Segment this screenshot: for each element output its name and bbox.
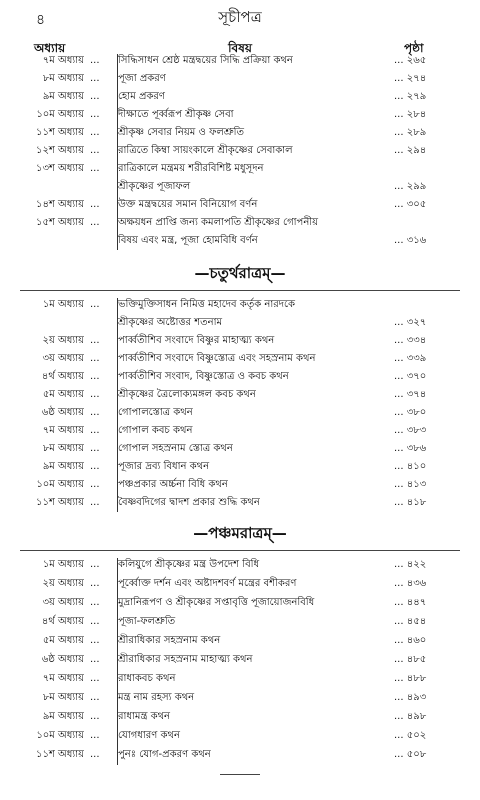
dot-leader: ... xyxy=(90,55,100,66)
page-number-cell: ... ৩৭৪ xyxy=(394,389,427,400)
toc-row xyxy=(0,142,480,160)
chapter-label: ৬ষ্ঠ অধ্যায় xyxy=(41,654,84,665)
chapter-title: রাধাকবচ কথন xyxy=(118,673,176,684)
dot-leader: ... xyxy=(90,711,100,722)
page-number-cell: ... ৪১৩ xyxy=(394,479,427,490)
page-number-cell: ... ৪১৮ xyxy=(394,497,427,508)
chapter-title: গোপালস্তোত্র কথন xyxy=(118,407,193,418)
chapter-title: পূজার দ্রব্য বিধান কথন xyxy=(118,461,210,472)
chapter-label: ১৩শ অধ্যায় xyxy=(35,163,84,174)
chapter-title: বৈষ্ণবদিগের দ্বাদশ প্রকার শুদ্ধি কথন xyxy=(118,497,260,508)
toc-row xyxy=(0,124,480,142)
page-number-cell: ... ৩২৭ xyxy=(394,317,427,328)
toc-row xyxy=(0,651,480,669)
dot-leader: ... xyxy=(90,443,100,454)
chapter-label: ১১শ অধ্যায় xyxy=(35,127,84,138)
chapter-label: ১৪শ অধ্যায় xyxy=(35,199,84,210)
page-number-cell: ... ৫০২ xyxy=(394,730,427,741)
toc-row xyxy=(0,746,480,764)
dot-leader: ... xyxy=(90,749,100,760)
page-number-cell: ... ৪৬০ xyxy=(394,635,427,646)
chapter-label: ৯ম অধ্যায় xyxy=(42,711,84,722)
chapter-label: ৬ষ্ঠ অধ্যায় xyxy=(41,407,84,418)
page-number-cell: ... ৩৩৪ xyxy=(394,335,427,346)
page-number-cell: ... ৩০৫ xyxy=(394,199,427,210)
chapter-label: ৩য় অধ্যায় xyxy=(42,353,84,364)
chapter-label: ১ম অধ্যায় xyxy=(42,559,84,570)
toc-row xyxy=(0,160,480,178)
dot-leader: ... xyxy=(90,73,100,84)
chapter-label: ৩য় অধ্যায় xyxy=(42,597,84,608)
chapter-title: শ্রীকৃষ্ণের পূজাফল xyxy=(118,181,191,192)
dot-leader: ... xyxy=(90,578,100,589)
chapter-title: পার্ব্বতীশিব সংবাদ, বিষ্ণুস্তোত্র ও কবচ কথন xyxy=(118,371,289,382)
toc-row xyxy=(0,88,480,106)
dot-leader: ... xyxy=(90,559,100,570)
chapter-label: ১১শ অধ্যায় xyxy=(35,749,84,760)
dot-leader: ... xyxy=(90,335,100,346)
dot-leader: ... xyxy=(90,389,100,400)
page-number-cell: ... ২৮৯ xyxy=(394,127,427,138)
page-number-cell: ... ৪২২ xyxy=(394,559,427,570)
chapter-title: পার্ব্বতীশিব সংবাদে বিষ্ণুর মাহাত্ম্য কথন xyxy=(118,335,275,346)
page-number-cell: ... ৫০৮ xyxy=(394,749,427,760)
toc-row xyxy=(0,422,480,440)
chapter-title: ভক্তিমুক্তিসাধন নিমিত্ত মহাদেব কর্তৃক নারদকে xyxy=(118,299,296,310)
column-header-chapter: অধ্যায় xyxy=(34,41,66,55)
chapter-label: ১২শ অধ্যায় xyxy=(35,145,84,156)
chapter-title: বিষয় এবং মন্ত্র, পূজা হোমবিধি বর্ণন xyxy=(118,235,258,246)
toc-row xyxy=(0,708,480,726)
page-number-cell: ... ৪৩৬ xyxy=(394,578,427,589)
chapter-label: ১০ম অধ্যায় xyxy=(36,109,84,120)
page-number-cell: ... ৪৮৫ xyxy=(394,654,427,665)
dot-leader: ... xyxy=(90,91,100,102)
chapter-title: পূজা প্রকরণ xyxy=(118,73,166,84)
page-number-cell: ... ৪৯৩ xyxy=(394,692,427,703)
dot-leader: ... xyxy=(90,654,100,665)
toc-row xyxy=(0,332,480,350)
dot-leader: ... xyxy=(90,635,100,646)
dot-leader: ... xyxy=(90,425,100,436)
chapter-label: ৯ম অধ্যায় xyxy=(42,91,84,102)
dot-leader: ... xyxy=(90,371,100,382)
section-3-title: —পঞ্চমরাত্রম্— xyxy=(193,524,287,542)
dot-leader: ... xyxy=(90,692,100,703)
chapter-title: পঞ্চপ্রকার অর্চ্চনা বিধি কথন xyxy=(118,479,228,490)
toc-row xyxy=(0,314,480,332)
chapter-label: ১০ম অধ্যায় xyxy=(36,479,84,490)
chapter-title: পূজা-ফলশ্রুতি xyxy=(118,616,176,627)
page-number-cell: ... ৪৫৪ xyxy=(394,616,427,627)
toc-row xyxy=(0,178,480,196)
dot-leader: ... xyxy=(90,730,100,741)
toc-row xyxy=(0,350,480,368)
dot-leader: ... xyxy=(90,497,100,508)
page-number-cell: ... ২৭৯ xyxy=(394,91,427,102)
chapter-title: শ্রীকৃষ্ণ সেবার নিয়ম ও ফলশ্রুতি xyxy=(118,127,245,138)
title-column-divider xyxy=(117,558,118,765)
chapter-label: ৭ম অধ্যায় xyxy=(42,425,84,436)
dot-leader: ... xyxy=(90,199,100,210)
toc-row xyxy=(0,594,480,612)
column-header-subject: বিষয় xyxy=(228,41,252,55)
dot-leader: ... xyxy=(90,127,100,138)
chapter-label: ৮ম অধ্যায় xyxy=(42,692,84,703)
chapter-title: মন্ত্র নাম রহস্য কথন xyxy=(118,692,195,703)
column-header-page: পৃষ্ঠা xyxy=(404,41,424,55)
chapter-title: মুদ্রানিরূপণ ও শ্রীকৃষ্ণের সপ্তাবৃত্তি পূজায়োজনবিধি xyxy=(118,597,315,608)
toc-row xyxy=(0,476,480,494)
toc-row xyxy=(0,232,480,250)
chapter-label: ২য় অধ্যায় xyxy=(42,578,84,589)
toc-row xyxy=(0,70,480,88)
section-3-rule xyxy=(20,550,460,551)
chapter-title: রাত্রিতে কিম্বা সায়ংকালে শ্রীকৃষ্ণের সেবাকাল xyxy=(118,145,293,156)
chapter-label: ১১শ অধ্যায় xyxy=(35,497,84,508)
page-number-cell: ... ৪৯৮ xyxy=(394,711,427,722)
title-column-divider xyxy=(117,298,118,512)
dot-leader: ... xyxy=(90,145,100,156)
chapter-label: ৪র্থ অধ্যায় xyxy=(41,616,84,627)
chapter-title: অক্ষয়ধন প্রাপ্তি জন্য কমলাপতি শ্রীকৃষ্ণের গোপনীয় xyxy=(118,217,319,228)
page-number-cell: ... ২৮৪ xyxy=(394,109,427,120)
toc-row xyxy=(0,494,480,512)
chapter-label: ১৫শ অধ্যায় xyxy=(35,217,84,228)
toc-row xyxy=(0,670,480,688)
chapter-title: শ্রীকৃষ্ণের অষ্টোত্তর শতনাম xyxy=(118,317,223,328)
chapter-title: পুনঃ যোগ-প্রকরণ কথন xyxy=(118,749,211,760)
title-column-divider xyxy=(117,54,118,250)
chapter-title: গোপাল সহস্রনাম স্তোত্র কথন xyxy=(118,443,233,454)
toc-row xyxy=(0,106,480,124)
toc-row xyxy=(0,613,480,631)
page-number-cell: ... ৩১৬ xyxy=(394,235,427,246)
chapter-title: রাত্রিকালে মন্ত্রময় শরীরবিশিষ্ট মধুসূদন xyxy=(118,163,264,174)
chapter-title: দীক্ষাতে পূর্ব্বরূপ শ্রীকৃষ্ণ সেবা xyxy=(118,109,234,120)
chapter-label: ৮ম অধ্যায় xyxy=(42,73,84,84)
chapter-title: উক্ত মন্ত্রদ্বয়ের সমান বিনিয়োগ বর্ণন xyxy=(118,199,258,210)
dot-leader: ... xyxy=(90,461,100,472)
chapter-title: সিদ্ধিসাধন শ্রেষ্ঠ মন্ত্রদ্বয়ের সিদ্ধি প্রক্রিয়া কথন xyxy=(118,55,293,66)
chapter-label: ৭ম অধ্যায় xyxy=(42,673,84,684)
chapter-label: ৯ম অধ্যায় xyxy=(42,461,84,472)
dot-leader: ... xyxy=(90,353,100,364)
toc-row xyxy=(0,296,480,314)
chapter-title: শ্রীকৃষ্ণের ত্রৈলোক্যমঙ্গল কবচ কথন xyxy=(118,389,256,400)
toc-row xyxy=(0,689,480,707)
chapter-title: পূর্ব্বোক্ত দর্শন এবং অষ্টাদশবর্ণ মন্ত্রের বশীকরণ xyxy=(118,578,297,589)
section-2-title: —চতুর্থরাত্রম্— xyxy=(194,264,286,282)
section-2-rule xyxy=(20,290,460,291)
chapter-label: ১০ম অধ্যায় xyxy=(36,730,84,741)
toc-row xyxy=(0,404,480,422)
dot-leader: ... xyxy=(90,299,100,310)
toc-row xyxy=(0,556,480,574)
chapter-title: রাধামন্ত্র কথন xyxy=(118,711,171,722)
dot-leader: ... xyxy=(90,616,100,627)
chapter-title: শ্রীরাধিকার সহস্রনাম কথন xyxy=(118,635,221,646)
toc-row xyxy=(0,214,480,232)
dot-leader: ... xyxy=(90,407,100,418)
chapter-title: কলিযুগে শ্রীকৃষ্ণের মন্ত্র উপদেশ বিধি xyxy=(118,559,260,570)
page-number-cell: ... ৪৮৮ xyxy=(394,673,427,684)
page-number: ৪ xyxy=(36,12,46,28)
dot-leader: ... xyxy=(90,109,100,120)
chapter-label: ১ম অধ্যায় xyxy=(42,299,84,310)
page-number-cell: ... ২৯৪ xyxy=(394,145,427,156)
chapter-title: যোগধারণ কথন xyxy=(118,730,180,741)
page-number-cell: ... ২৯৯ xyxy=(394,181,427,192)
toc-row xyxy=(0,727,480,745)
dot-leader: ... xyxy=(90,217,100,228)
toc-row xyxy=(0,386,480,404)
chapter-title: পার্ব্বতীশিব সংবাদে বিষ্ণুস্তোত্র এবং সহস্রনাম কথন xyxy=(118,353,316,364)
toc-row xyxy=(0,575,480,593)
page-number-cell: ... ৪১০ xyxy=(394,461,427,472)
page-number-cell: ... ২৭৪ xyxy=(394,73,427,84)
dot-leader: ... xyxy=(90,597,100,608)
toc-row xyxy=(0,368,480,386)
chapter-label: ৭ম অধ্যায় xyxy=(42,55,84,66)
chapter-title: গোপাল কবচ কথন xyxy=(118,425,193,436)
chapter-title: হোম প্রকরণ xyxy=(118,91,165,102)
page-title: সূচীপত্র xyxy=(218,8,262,26)
dot-leader: ... xyxy=(90,673,100,684)
page-number-cell: ... ৩৮০ xyxy=(394,407,427,418)
page-number-cell: ... ৪৪৭ xyxy=(394,597,427,608)
dot-leader: ... xyxy=(90,479,100,490)
chapter-label: ৫ম অধ্যায় xyxy=(42,389,84,400)
page-number-cell: ... ৩৮৬ xyxy=(394,443,427,454)
page-number-cell: ... ৩৮৩ xyxy=(394,425,427,436)
bottom-rule xyxy=(220,774,260,775)
dot-leader: ... xyxy=(90,163,100,174)
toc-row xyxy=(0,458,480,476)
page-number-cell: ... ৩৭০ xyxy=(394,371,427,382)
chapter-label: ৫ম অধ্যায় xyxy=(42,635,84,646)
toc-row xyxy=(0,196,480,214)
toc-row xyxy=(0,632,480,650)
chapter-label: ৮ম অধ্যায় xyxy=(42,443,84,454)
toc-row xyxy=(0,52,480,70)
page-number-cell: ... ৩৩৯ xyxy=(394,353,427,364)
page-number-cell: ... ২৬৫ xyxy=(394,55,427,66)
chapter-title: শ্রীরাধিকার সহস্রনাম মাহাত্ম্য কথন xyxy=(118,654,253,665)
chapter-label: ৪র্থ অধ্যায় xyxy=(41,371,84,382)
chapter-label: ২য় অধ্যায় xyxy=(42,335,84,346)
toc-row xyxy=(0,440,480,458)
